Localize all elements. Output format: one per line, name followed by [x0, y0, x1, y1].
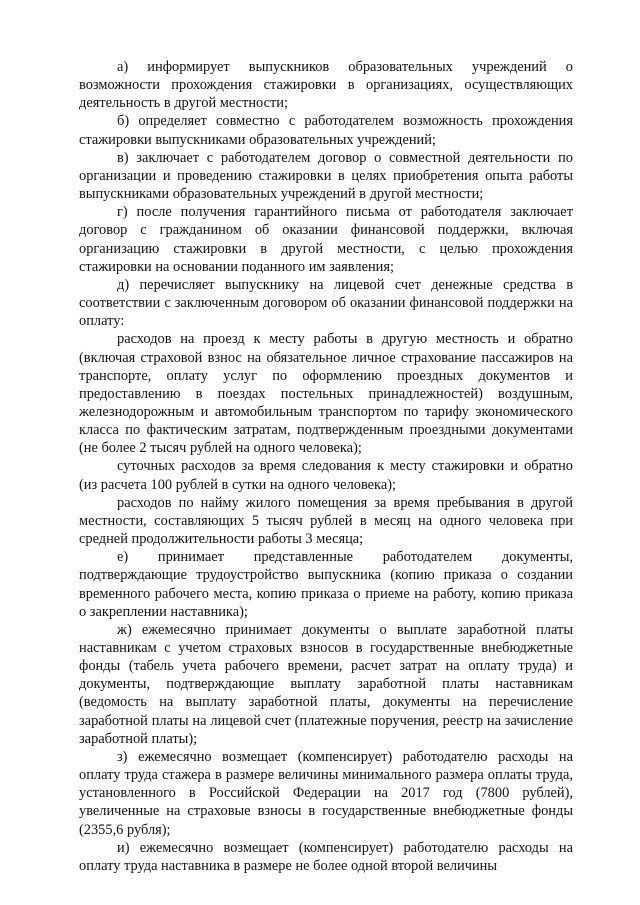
- paragraph-item-i: и) ежемесячно возмещает (компенсирует) работодателю расходы на оплату труда наставника в размере не более одной второй величины: [79, 839, 573, 874]
- paragraph-item-z: з) ежемесячно возмещает (компенсирует) работодателю расходы на оплату труда стажера в размере величины минимального размера оплаты труда, установленного в Российской Федерации на 2017 год (7800 рублей), увеличенные на страховые взносы в государственные внебюджетные фонды (2355,6 рубля);: [79, 748, 573, 838]
- paragraph-item-b: б) определяет совместно с работодателем возможность прохождения стажировки выпускниками образовательных учреждений;: [79, 113, 573, 148]
- paragraph-travel-expenses: расходов на проезд к месту работы в другую местность и обратно (включая страховой взнос на обязательное личное страхование пассажиров на транспорте, оплату услуг по оформлению проездных документов и предоставлению в поездах постельных принадлежностей) воздушным, железнодорожным и автомобильным транспортом по тарифу экономического класса по фактическим затратам, подтвержденным проездными документами (не более 2 тысяч рублей на одного человека);: [79, 331, 573, 457]
- paragraph-item-v: в) заключает с работодателем договор о совместной деятельности по организации и проведению стажировки в целях приобретения опыта работы выпускниками образовательных учреждений в другой местности;: [79, 149, 573, 203]
- paragraph-item-d: д) перечисляет выпускнику на лицевой счет денежные средства в соответствии с заключенным договором об оказании финансовой поддержки на оплату:: [79, 276, 573, 330]
- paragraph-housing-expenses: расходов по найму жилого помещения за время пребывания в другой местности, составляющих 5 тысяч рублей в месяц на одного человека при средней продолжительности работы 3 месяца;: [79, 494, 573, 548]
- paragraph-daily-allowance: суточных расходов за время следования к месту стажировки и обратно (из расчета 100 рублей в сутки на одного человека);: [79, 458, 573, 493]
- paragraph-item-g: г) после получения гарантийного письма от работодателя заключает договор с гражданином об оказании финансовой поддержки, включая организацию стажировки в другой местности, с целью прохождения стажировки на основании поданного им заявления;: [79, 204, 573, 275]
- paragraph-item-a: а) информирует выпускников образовательных учреждений о возможности прохождения стажировки в организациях, осуществляющих деятельность в другой местности;: [79, 59, 573, 112]
- paragraph-item-e: е) принимает представленные работодателем документы, подтверждающие трудоустройство выпускника (копию приказа о создании временного рабочего места, копию приказа о приеме на работу, копию приказа о закреплении наставника);: [79, 549, 573, 620]
- document-page: [79, 58, 573, 875]
- paragraph-item-zh: ж) ежемесячно принимает документы о выплате заработной платы наставникам с учетом страховых взносов в государственные внебюджетные фонды (табель учета рабочего времени, расчет затрат на оплату труда) и документы, подтверждающие выплату заработной платы наставникам (ведомость на выплату заработной платы, документы на перечисление заработной платы на лицевой счет (платежные поручения, реестр на зачисление заработной платы);: [79, 621, 573, 747]
